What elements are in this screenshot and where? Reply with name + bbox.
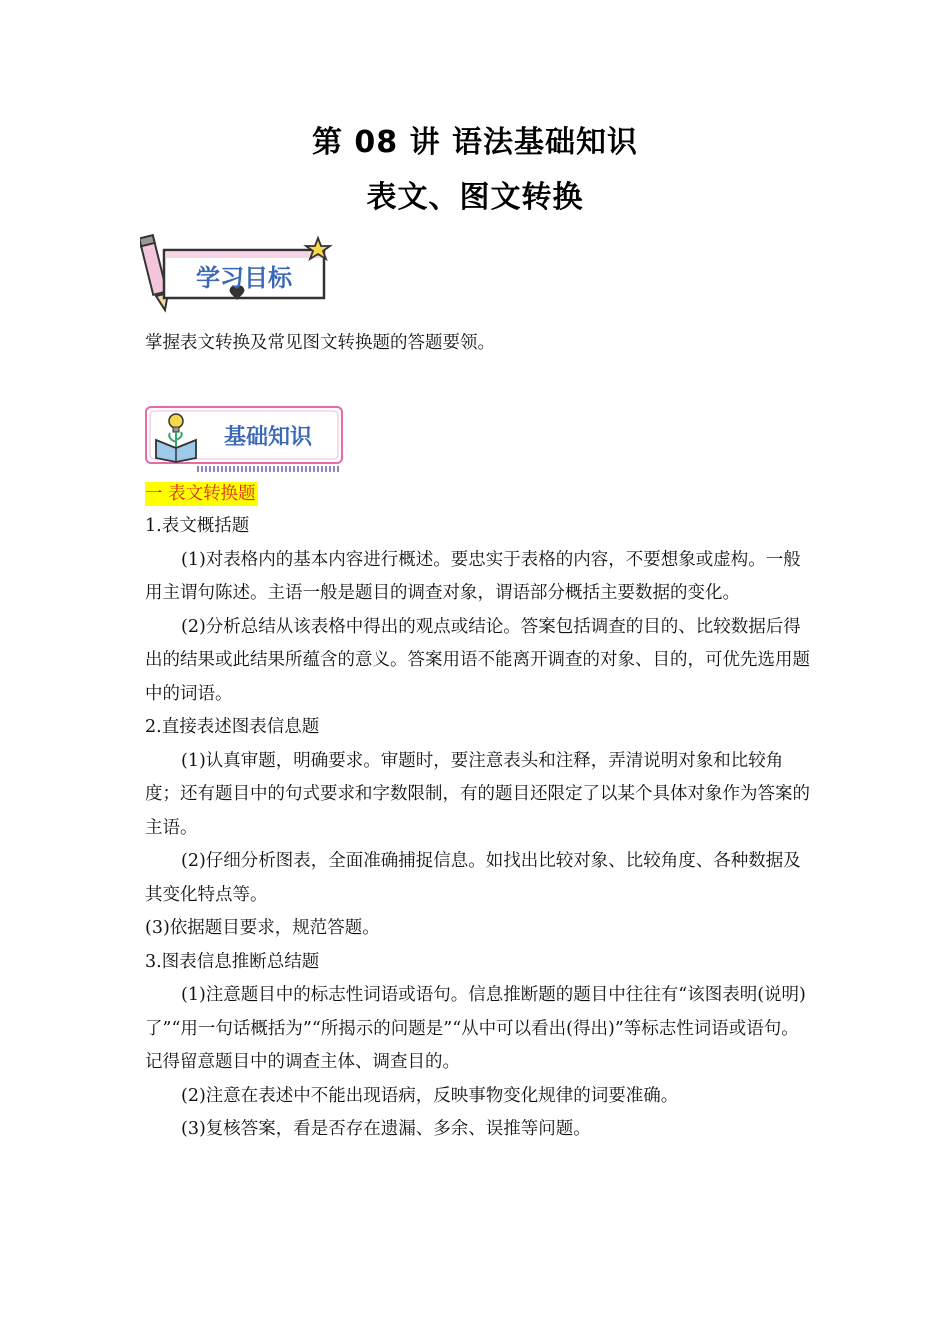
basic-knowledge-badge <box>142 404 348 474</box>
learning-goal-badge <box>140 226 340 318</box>
content-body <box>145 510 810 1147</box>
document-subtitle: 表文、图文转换 <box>366 180 584 215</box>
subheading: 3.图表信息推断总结题 <box>145 951 320 972</box>
paragraph: (2)仔细分析图表，全面准确捕捉信息。如找出比较对象、比较角度、各种数据及其变化特点等。 <box>145 851 801 905</box>
intro-text: 掌握表文转换及常见图文转换题的答题要领。 <box>145 333 495 353</box>
svg-text:基础知识: 基础知识 <box>223 425 313 450</box>
paragraph: (3)复核答案，看是否存在遗漏、多余、误推等问题。 <box>181 1119 591 1139</box>
svg-text:学习目标: 学习目标 <box>196 264 292 292</box>
paragraph: (2)分析总结从该表格中得出的观点或结论。答案包括调查的目的、比较数据后得出的结果或此结果所蕴含的意义。答案用语不能离开调查的对象、目的，可优先选用题中的词语。 <box>145 616 810 704</box>
subheading: 2.直接表述图表信息题 <box>145 717 320 737</box>
paragraph: (3)依据题目要求，规范答题。 <box>145 918 380 938</box>
paragraph: (1)对表格内的基本内容进行概述。要忠实于表格的内容，不要想象或虚构。一般用主谓句陈述。主语一般是题目的调查对象，谓语部分概括主要数据的变化。 <box>145 549 801 603</box>
section-heading: 一 表文转换题 <box>145 484 256 504</box>
subheading: 1.表文概括题 <box>145 516 250 536</box>
document-title: 第 08 讲 语法基础知识 <box>311 125 639 160</box>
paragraph: (1)注意题目中的标志性词语或语句。信息推断题的题目中往往有“该图表明(说明)了”“用一句话概括为”“所揭示的问题是”“从中可以看出(得出)”等标志性词语或语句。记得留意题目中的调查主体、调查目的。 <box>145 985 806 1072</box>
paragraph: (2)注意在表述中不能出现语病，反映事物变化规律的词要准确。 <box>181 1085 679 1106</box>
paragraph: (1)认真审题，明确要求。审题时，要注意表头和注释，弄清说明对象和比较角度；还有题目中的句式要求和字数限制，有的题目还限定了以某个具体对象作为答案的主语。 <box>145 750 810 838</box>
